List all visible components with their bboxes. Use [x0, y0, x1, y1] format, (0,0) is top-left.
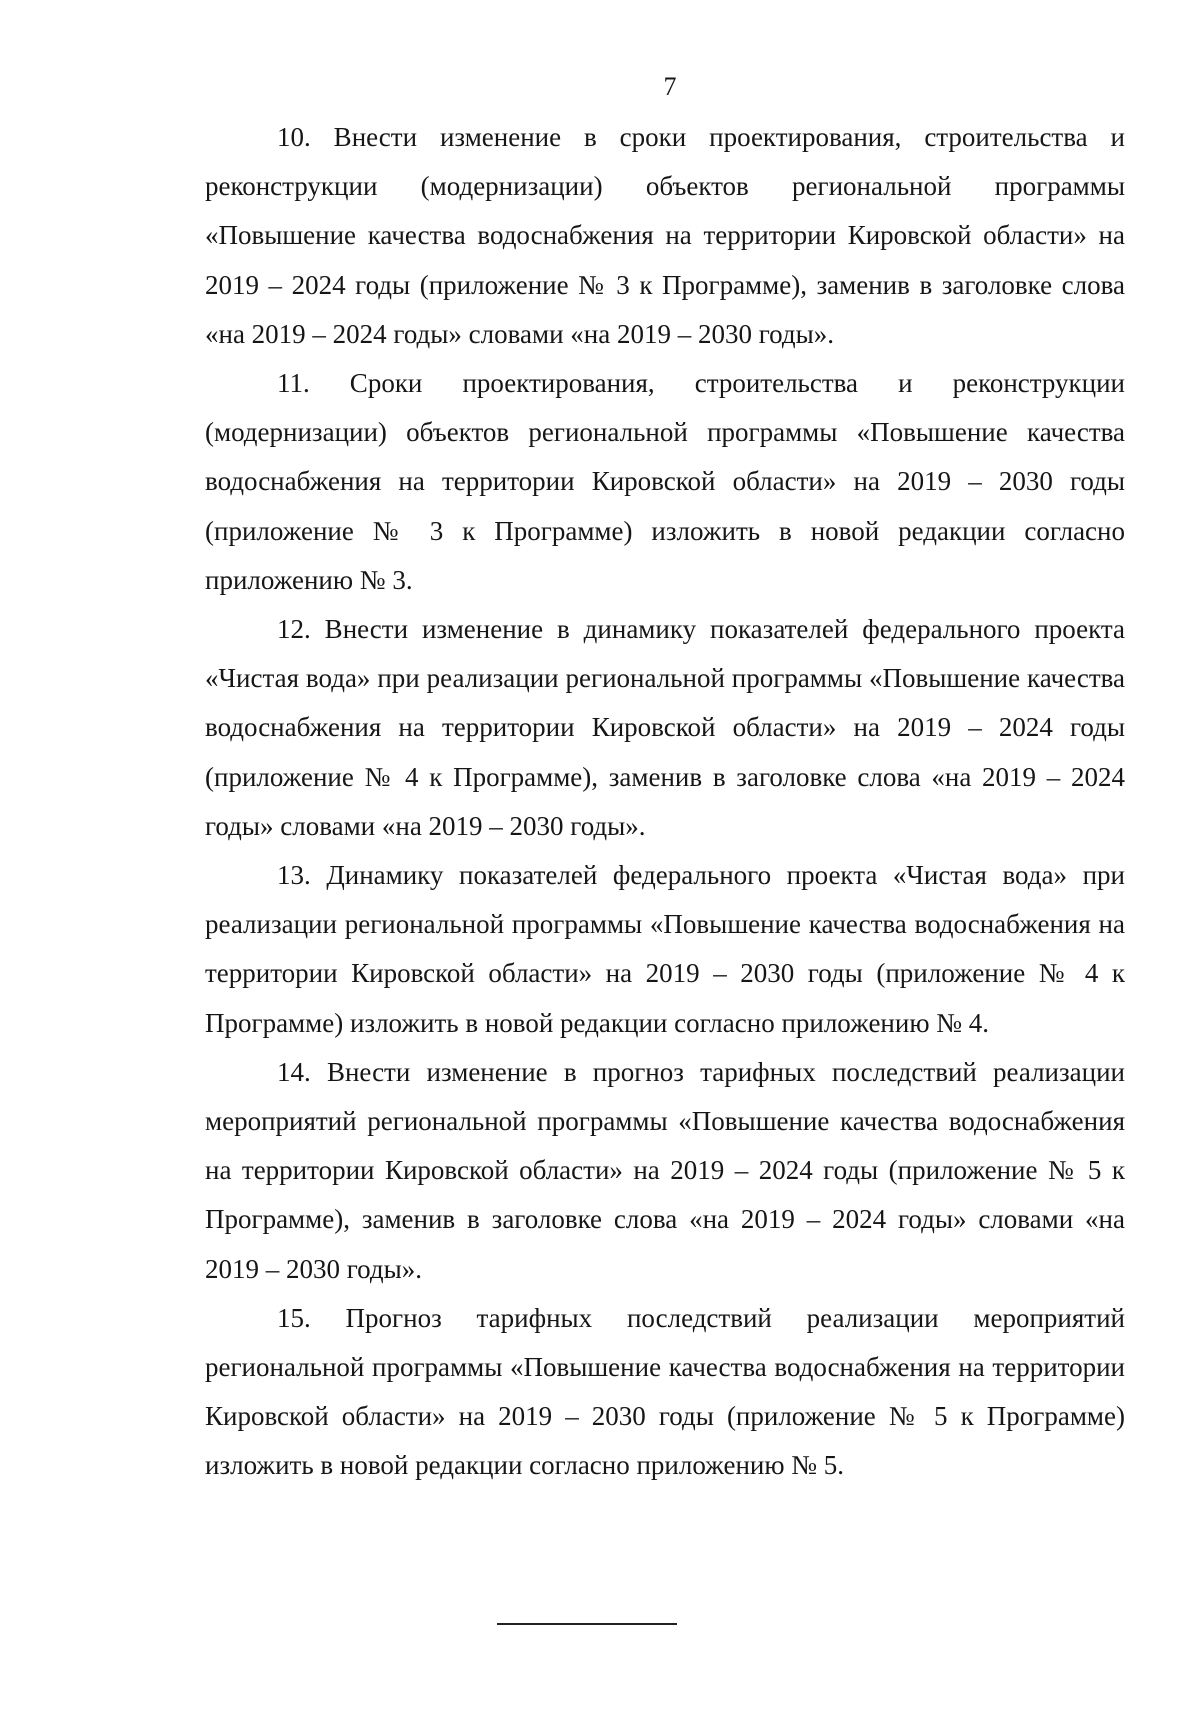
paragraph-13: 13. Динамику показателей федерального проекта «Чистая вода» при реализации региональной программы «Повышение качества водоснабжения на территории Кировской области» на 2019 – 2030 годы (приложение № 4 к Программе) изложить в новой редакции согласно приложению № 4. — [205, 860, 1125, 1038]
paragraph-10: 10. Внести изменение в сроки проектирования, строительства и реконструкции (модернизации) объектов региональной программы «Повышение качества водоснабжения на территории Кировской области» на 2019 – 2024 годы (приложение № 3 к Программе), заменив в заголовке слова «на 2019 – 2024 годы» словами «на 2019 – 2030 годы». — [205, 122, 1125, 349]
document-body — [205, 113, 1125, 1491]
paragraph-15: 15. Прогноз тарифных последствий реализации мероприятий региональной программы «Повышение качества водоснабжения на территории Кировской области» на 2019 – 2030 годы (приложение № 5 к Программе) изложить в новой редакции согласно приложению № 5. — [205, 1302, 1125, 1481]
page-number: 7 — [663, 72, 677, 101]
paragraph-11: 11. Сроки проектирования, строительства и реконструкции (модернизации) объектов региональной программы «Повышение качества водоснабжения на территории Кировской области» на 2019 – 2030 годы (приложение № 3 к Программе) изложить в новой редакции согласно приложению № 3. — [205, 368, 1125, 595]
end-divider-line — [497, 1623, 677, 1625]
paragraph-14: 14. Внести изменение в прогноз тарифных последствий реализации мероприятий региональной программы «Повышение качества водоснабжения на территории Кировской области» на 2019 – 2024 годы (приложение № 5 к Программе), заменив в заголовке слова «на 2019 – 2024 годы» словами «на 2019 – 2030 годы». — [205, 1056, 1125, 1284]
paragraph-12: 12. Внести изменение в динамику показателей федерального проекта «Чистая вода» при реализации региональной программы «Повышение качества водоснабжения на территории Кировской области» на 2019 – 2024 годы (приложение № 4 к Программе), заменив в заголовке слова «на 2019 – 2024 годы» словами «на 2019 – 2030 годы». — [205, 614, 1125, 841]
